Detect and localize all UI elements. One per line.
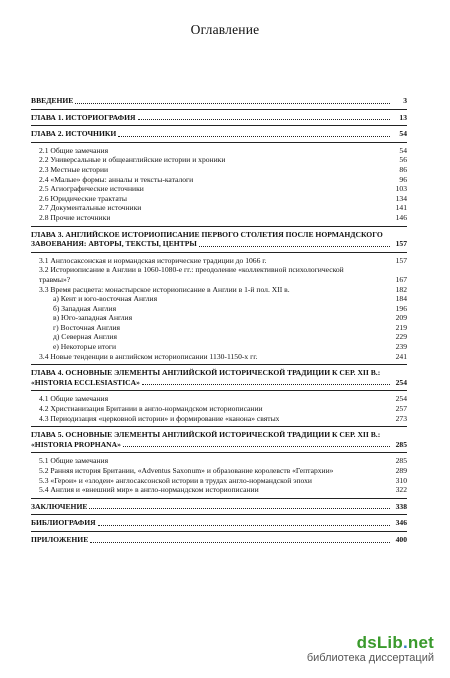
dslib-logo xyxy=(307,633,434,653)
toc-entry-page: 167 xyxy=(395,274,407,284)
toc-entry-page: 310 xyxy=(395,475,407,485)
toc-entry[interactable] xyxy=(31,146,407,156)
toc-entry[interactable] xyxy=(31,165,407,175)
toc-entry-line: 3.2 Историописание в Англии в 1060-1080-е гг.: преодоление «коллективной психологической xyxy=(39,265,344,275)
toc-entry-label: 2.8 Прочие источники xyxy=(39,212,111,222)
toc-entry[interactable] xyxy=(31,194,407,204)
toc-entry-label: ЗАВОЕВАНИЯ: АВТОРЫ, ТЕКСТЫ, ЦЕНТРЫ xyxy=(31,239,197,249)
toc-separator xyxy=(31,426,407,427)
toc-leader xyxy=(199,246,390,247)
toc-entry-page: 196 xyxy=(395,303,407,313)
toc-entry-page: 182 xyxy=(395,284,407,294)
toc-entry-page: 400 xyxy=(395,534,407,544)
toc-entry-page: 56 xyxy=(399,155,407,165)
toc-separator xyxy=(31,498,407,499)
toc-entry-page: 285 xyxy=(395,456,407,466)
toc-entry[interactable] xyxy=(31,440,407,450)
toc-leader xyxy=(142,384,390,385)
toc-entry-label: «HISTORIA PROPHANA» xyxy=(31,439,121,449)
toc-entry[interactable] xyxy=(31,485,407,495)
toc-entry-page: 273 xyxy=(395,413,407,423)
toc-entry-label: 2.7 Документальные источники xyxy=(39,203,142,213)
toc-entry[interactable] xyxy=(31,502,407,512)
toc-entry-label: 2.5 Агиографические источники xyxy=(39,184,144,194)
toc-entry-line: ГЛАВА 3. АНГЛИЙСКОЕ ИСТОРИОПИСАНИЕ ПЕРВОГО СТОЛЕТИЯ ПОСЛЕ НОРМАНДСКОГО xyxy=(31,229,383,239)
toc-entry[interactable] xyxy=(31,285,407,295)
toc-entry[interactable] xyxy=(31,239,407,249)
toc-entry-label: 5.2 Ранняя история Британии, «Adventus Saxonum» и образование королевств «Гептархии» xyxy=(39,466,334,475)
toc-entry[interactable] xyxy=(31,96,407,106)
toc-entry-label: «HISTORIA ECCLESIASTICA» xyxy=(31,377,140,387)
toc-leader xyxy=(89,508,390,509)
toc-separator xyxy=(31,452,407,453)
toc-entry[interactable] xyxy=(31,535,407,545)
toc-entry[interactable] xyxy=(31,323,407,333)
toc-entry-page: 338 xyxy=(395,501,407,511)
toc-entry[interactable] xyxy=(31,378,407,388)
toc-entry[interactable] xyxy=(31,466,407,476)
toc-entry-page: 3 xyxy=(403,96,407,105)
toc-entry-page: 141 xyxy=(395,203,407,213)
toc-entry-page: 54 xyxy=(399,129,407,139)
toc-entry[interactable] xyxy=(31,342,407,352)
toc-entry[interactable] xyxy=(31,518,407,528)
toc-entry-page: 86 xyxy=(399,164,407,174)
toc-entry[interactable] xyxy=(31,129,407,139)
toc-entry[interactable] xyxy=(31,175,407,185)
toc-entry[interactable] xyxy=(31,155,407,165)
toc-entry-page: 103 xyxy=(395,184,407,194)
toc-entry-label: 4.3 Периодизация «церковной истории» и формирование «канона» святых xyxy=(39,413,280,423)
toc-entry-page: 239 xyxy=(395,342,407,352)
page-title: Оглавление xyxy=(190,22,260,37)
toc-separator xyxy=(31,531,407,532)
toc-entry[interactable] xyxy=(31,203,407,213)
toc-entry[interactable] xyxy=(31,256,407,266)
toc-entry-label: травмы»? xyxy=(39,274,71,284)
toc-leader xyxy=(75,103,390,104)
toc-entry-page: 289 xyxy=(395,466,407,475)
toc-entry-label: ПРИЛОЖЕНИЕ xyxy=(31,534,89,544)
toc-entry-label: е) Некоторые итоги xyxy=(53,342,117,352)
toc-entry[interactable] xyxy=(31,313,407,323)
toc-entry-label: б) Западная Англия xyxy=(53,303,117,313)
toc-entry-label: 3.3 Время расцвета: монастырское историописание в Англии в 1-й пол. XII в. xyxy=(39,284,290,294)
toc-entry-page: 219 xyxy=(395,322,407,332)
toc-leader xyxy=(98,525,390,526)
toc-entry-page: 146 xyxy=(395,212,407,222)
table-of-contents xyxy=(31,96,407,545)
toc-entry-page: 96 xyxy=(399,174,407,184)
toc-entry-label: 4.1 Общие замечания xyxy=(39,394,109,404)
toc-separator xyxy=(31,226,407,227)
toc-entry-label: 2.4 «Малые» формы: анналы и тексты-каталоги xyxy=(39,174,194,184)
toc-entry-label: в) Юго-западная Англия xyxy=(53,313,133,323)
toc-entry-label: 5.3 «Герои» и «злодеи» англосаксонской истории в трудах англо-нормандской эпохи xyxy=(39,475,312,485)
toc-entry[interactable] xyxy=(31,394,407,404)
toc-entry[interactable] xyxy=(31,213,407,223)
toc-entry[interactable] xyxy=(31,275,407,285)
toc-entry-label: ГЛАВА 2. ИСТОЧНИКИ xyxy=(31,129,117,139)
toc-separator xyxy=(31,364,407,365)
toc-entry[interactable] xyxy=(31,294,407,304)
toc-leader xyxy=(90,542,390,543)
toc-entry-label: д) Северная Англия xyxy=(53,332,117,342)
dslib-watermark[interactable] xyxy=(307,633,434,664)
toc-entry-page: 157 xyxy=(395,239,407,249)
toc-entry-label: ЗАКЛЮЧЕНИЕ xyxy=(31,501,88,511)
logo-tld: net xyxy=(407,633,434,652)
toc-separator xyxy=(31,109,407,110)
toc-entry-page: 13 xyxy=(399,112,407,122)
toc-entry-page: 229 xyxy=(395,332,407,342)
toc-entry-page: 184 xyxy=(395,294,407,304)
toc-entry-page: 254 xyxy=(395,394,407,404)
toc-entry-label: ВВЕДЕНИЕ xyxy=(31,96,74,105)
toc-entry-page: 254 xyxy=(395,377,407,387)
toc-entry[interactable] xyxy=(31,184,407,194)
logo-tagline: библиотека диссертаций xyxy=(306,652,434,664)
toc-entry[interactable] xyxy=(31,352,407,362)
toc-entry-label: 5.4 Англия и «внешний мир» в англо-нормандском историописании xyxy=(39,485,259,495)
toc-entry-page: 285 xyxy=(395,439,407,449)
toc-separator xyxy=(31,125,407,126)
toc-entry-page: 346 xyxy=(395,518,407,528)
toc-separator xyxy=(31,514,407,515)
toc-entry-label: БИБЛИОГРАФИЯ xyxy=(31,518,96,528)
toc-entry[interactable] xyxy=(31,476,407,486)
toc-entry-page: 54 xyxy=(399,145,407,155)
toc-entry-line: ГЛАВА 4. ОСНОВНЫЕ ЭЛЕМЕНТЫ АНГЛИЙСКОЙ ИСТОРИЧЕСКОЙ ТРАДИЦИИ К СЕР. XII В.: xyxy=(31,368,381,378)
toc-entry-line: ГЛАВА 5. ОСНОВНЫЕ ЭЛЕМЕНТЫ АНГЛИЙСКОЙ ИСТОРИЧЕСКОЙ ТРАДИЦИИ К СЕР. XII В.: xyxy=(31,430,381,440)
toc-entry-label: 2.2 Универсальные и общеанглийские истории и хроники xyxy=(39,155,226,165)
toc-entry-label: 2.3 Местные истории xyxy=(39,164,109,174)
toc-separator xyxy=(31,142,407,143)
toc-entry[interactable] xyxy=(31,332,407,342)
toc-entry-page: 257 xyxy=(395,404,407,414)
toc-entry-label: 3.1 Англосаксонская и нормандская исторические традиции до 1066 г. xyxy=(39,255,267,265)
toc-entry-page: 134 xyxy=(395,193,407,203)
toc-entry-page: 322 xyxy=(395,485,407,495)
toc-entry-label: 2.1 Общие замечания xyxy=(39,145,109,155)
toc-entry-label: 2.6 Юридические трактаты xyxy=(39,193,127,203)
toc-entry-page: 209 xyxy=(395,313,407,323)
toc-leader xyxy=(118,136,390,137)
toc-separator xyxy=(31,390,407,391)
toc-separator xyxy=(31,252,407,253)
toc-entry[interactable] xyxy=(31,456,407,466)
logo-dot: . xyxy=(402,633,408,652)
toc-leader xyxy=(138,119,390,120)
toc-entry-page: 241 xyxy=(395,351,407,361)
toc-entry[interactable] xyxy=(31,414,407,424)
toc-entry-label: а) Кент и юго-восточная Англия xyxy=(53,294,158,304)
toc-entry-label: 4.2 Христианизация Британии в англо-нормандском историописании xyxy=(39,404,263,414)
toc-entry-label: 5.1 Общие замечания xyxy=(39,456,109,466)
toc-leader xyxy=(123,446,390,447)
toc-entry-label: 3.4 Новые тенденции в английском историописании 1130-1150-х гг. xyxy=(39,351,258,361)
toc-entry-label: ГЛАВА 1. ИСТОРИОГРАФИЯ xyxy=(31,112,136,122)
toc-entry-page: 157 xyxy=(395,255,407,265)
toc-entry[interactable] xyxy=(31,113,407,123)
toc-entry[interactable] xyxy=(31,404,407,414)
logo-main: dsLib xyxy=(356,633,403,652)
toc-entry-label: г) Восточная Англия xyxy=(53,322,121,332)
toc-entry[interactable] xyxy=(31,304,407,314)
